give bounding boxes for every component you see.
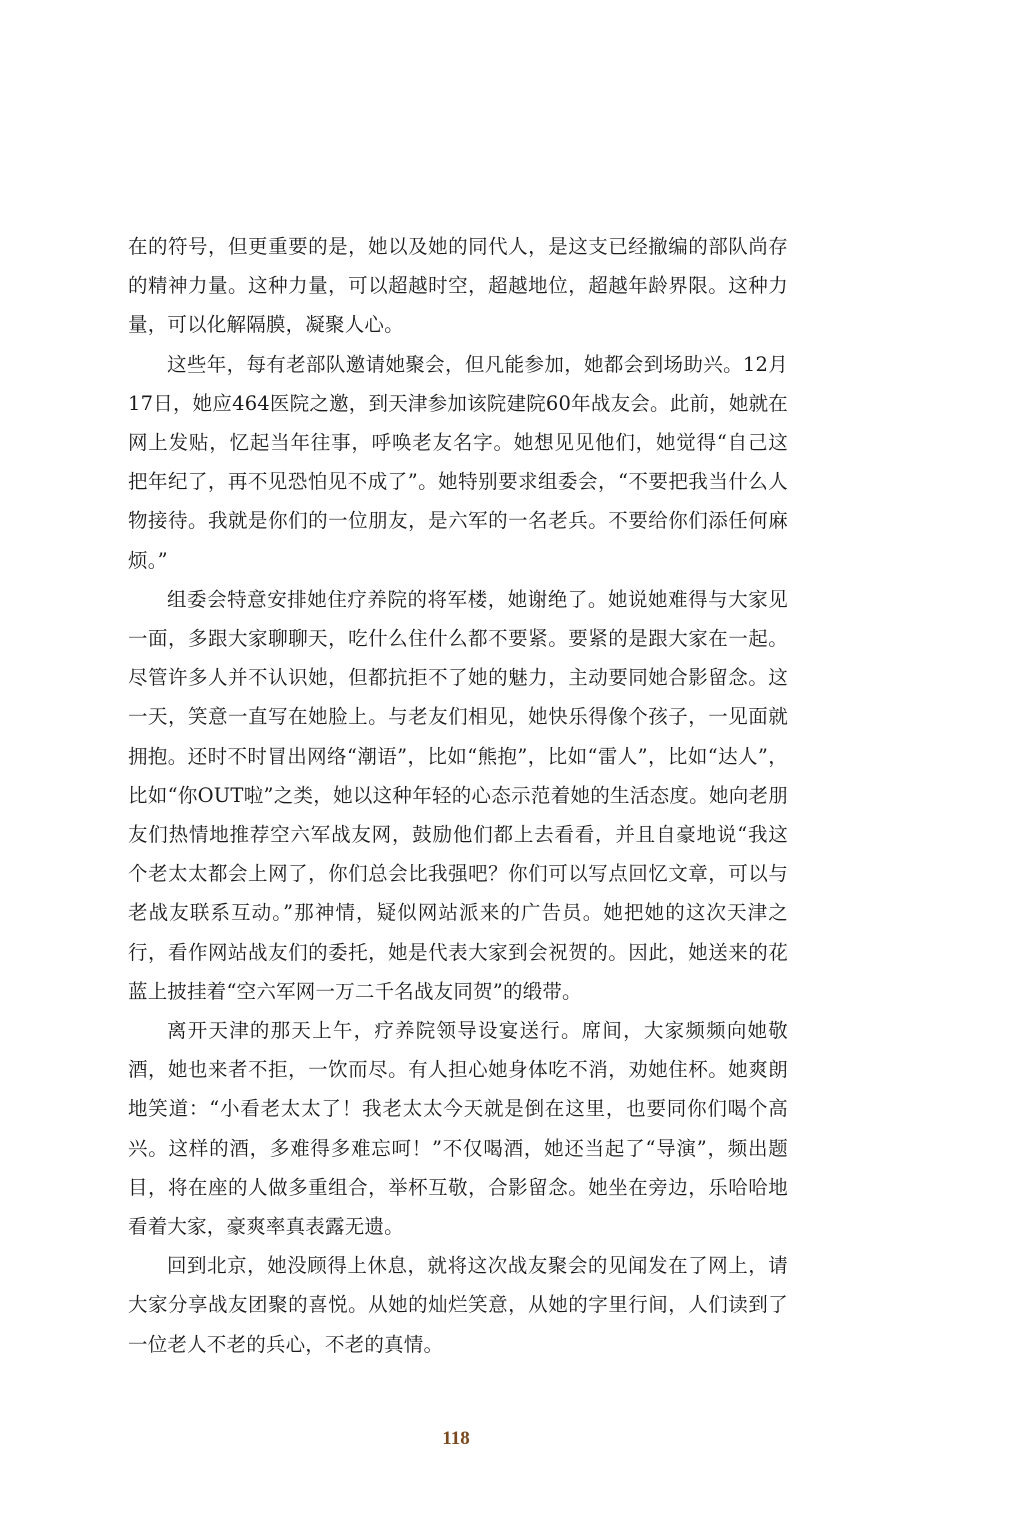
paragraph-4: 离开天津的那天上午，疗养院领导设宴送行。席间，大家频频向她敬酒，她也来者不拒，一饮而尽。有人担心她身体吃不消，劝她住杯。她爽朗地笑道：“小看老太太了！我老太太今天就是倒在这里，也要同你们喝个高兴。这样的酒，多难得多难忘呵！”不仅喝酒，她还当起了“导演”，频出题目，将在座的人做多重组合，举杯互敬，合影留念。她坐在旁边，乐哈哈地看着大家，豪爽率真表露无遗。 bbox=[128, 1019, 788, 1239]
body-text bbox=[128, 227, 788, 1364]
page-number: 118 bbox=[442, 1428, 470, 1449]
paragraph-3: 组委会特意安排她住疗养院的将军楼，她谢绝了。她说她难得与大家见一面，多跟大家聊聊天，吃什么住什么都不要紧。要紧的是跟大家在一起。尽管许多人并不认识她，但都抗拒不了她的魅力，主动要同她合影留念。这一天，笑意一直写在她脸上。与老友们相见，她快乐得像个孩子，一见面就拥抱。还时不时冒出网络“潮语”，比如“熊抱”，比如“雷人”，比如“达人”，比如“你OUT啦”之类，她以这种年轻的心态示范着她的生活态度。她向老朋友们热情地推荐空六军战友网，鼓励他们都上去看看，并且自豪地说“我这个老太太都会上网了，你们总会比我强吧？你们可以写点回忆文章，可以与老战友联系互动。”那神情，疑似网站派来的广告员。她把她的这次天津之行，看作网站战友们的委托，她是代表大家到会祝贺的。因此，她送来的花蓝上披挂着“空六军网一万二千名战友同贺”的缎带。 bbox=[128, 587, 788, 1003]
paragraph-2: 这些年，每有老部队邀请她聚会，但凡能参加，她都会到场助兴。12月17日，她应464医院之邀，到天津参加该院建院60年战友会。此前，她就在网上发贴，忆起当年往事，呼唤老友名字。她想见见他们，她觉得“自己这把年纪了，再不见恐怕见不成了”。她特别要求组委会，“不要把我当什么人物接待。我就是你们的一位朋友，是六军的一名老兵。不要给你们添任何麻烦。” bbox=[128, 352, 788, 572]
paragraph-5: 回到北京，她没顾得上休息，就将这次战友聚会的见闻发在了网上，请大家分享战友团聚的喜悦。从她的灿烂笑意，从她的字里行间，人们读到了一位老人不老的兵心，不老的真情。 bbox=[128, 1254, 788, 1356]
paragraph-1: 在的符号，但更重要的是，她以及她的同代人，是这支已经撤编的部队尚存的精神力量。这种力量，可以超越时空，超越地位，超越年龄界限。这种力量，可以化解隔膜，凝聚人心。 bbox=[128, 235, 788, 337]
